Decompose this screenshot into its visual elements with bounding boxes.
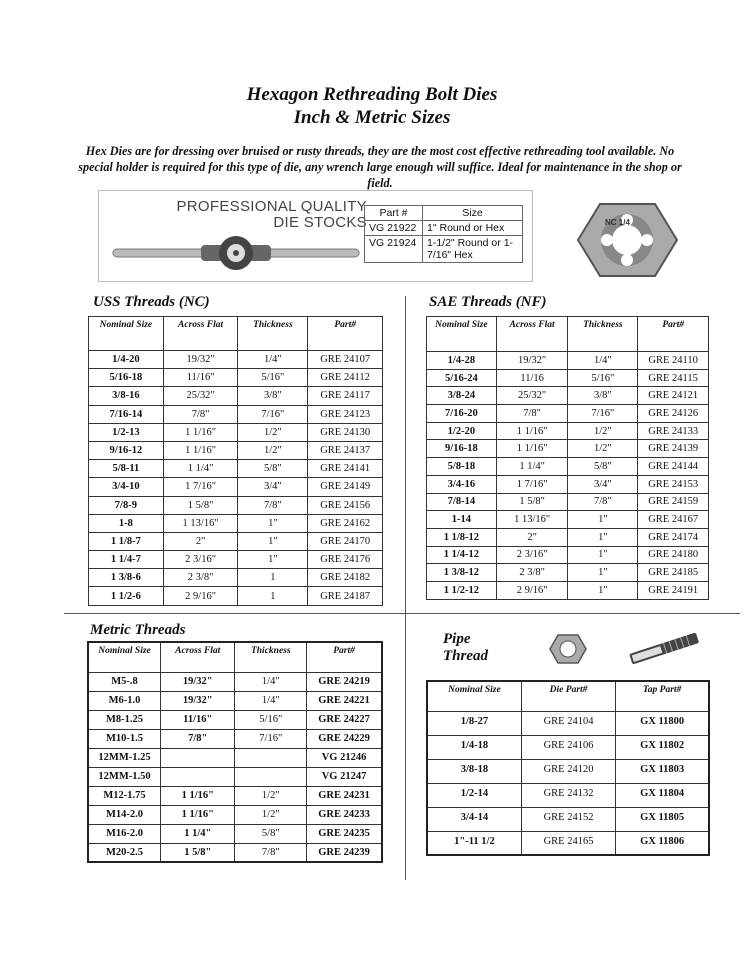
- table-cell: 1/2": [568, 422, 638, 440]
- table-cell: GX 11803: [616, 759, 709, 783]
- die-stock-table: [364, 205, 523, 263]
- table-row: [89, 423, 383, 441]
- nominal-size-cell: 3/8-18: [427, 759, 521, 783]
- table-cell: 1 5/8": [161, 843, 235, 862]
- table-cell: 1 7/16": [163, 478, 238, 496]
- table-cell: 5/16": [235, 710, 307, 729]
- nominal-size-cell: M10-1.5: [88, 729, 161, 748]
- table-cell: GRE 24130: [308, 423, 383, 441]
- header-nominal-size: Nominal Size: [427, 681, 521, 711]
- table-cell: 2": [496, 528, 568, 546]
- table-cell: 1 13/16": [163, 514, 238, 532]
- nominal-size-cell: 7/16-20: [427, 405, 497, 423]
- table-row: [427, 422, 709, 440]
- nominal-size-cell: 1 1/8-7: [89, 532, 164, 550]
- nominal-size-cell: 1 1/4-12: [427, 546, 497, 564]
- table-row: [88, 729, 382, 748]
- table-cell: GRE 24153: [638, 475, 709, 493]
- table-cell: 5/16": [568, 369, 638, 387]
- nominal-size-cell: 1/2-14: [427, 783, 521, 807]
- table-cell: GRE 24110: [638, 352, 709, 370]
- table-cell: 25/32": [496, 387, 568, 405]
- table-row: [427, 581, 709, 599]
- table-cell: GRE 24141: [308, 460, 383, 478]
- table-cell: 1 1/4": [163, 460, 238, 478]
- table-cell: 7/8": [163, 405, 238, 423]
- table-cell: 11/16: [496, 369, 568, 387]
- table-cell: 1": [568, 528, 638, 546]
- table-cell: 1": [238, 551, 308, 569]
- table-row: [427, 831, 709, 855]
- table-cell: GX 11806: [616, 831, 709, 855]
- table-cell: GRE 24149: [308, 478, 383, 496]
- table-cell: GRE 24235: [307, 824, 382, 843]
- table-cell: GRE 24229: [307, 729, 382, 748]
- table-row: [89, 351, 383, 369]
- table-cell: [161, 748, 235, 767]
- promo-header-size: Size: [423, 206, 523, 221]
- table-cell: GRE 24191: [638, 581, 709, 599]
- table-cell: 1 1/16": [496, 422, 568, 440]
- table-cell: 3/4": [568, 475, 638, 493]
- table-row: [89, 532, 383, 550]
- table-cell: 5/8": [568, 458, 638, 476]
- header-part: Part#: [308, 317, 383, 351]
- table-cell: GRE 24137: [308, 441, 383, 459]
- nominal-size-cell: M5-.8: [88, 672, 161, 691]
- nominal-size-cell: 7/8-14: [427, 493, 497, 511]
- table-cell: GRE 24174: [638, 528, 709, 546]
- header-tap-part: Tap Part#: [616, 681, 709, 711]
- table-cell: 19/32": [163, 351, 238, 369]
- table-cell: 1": [568, 564, 638, 582]
- nominal-size-cell: 1-8: [89, 514, 164, 532]
- table-cell: 1": [238, 514, 308, 532]
- nominal-size-cell: 7/16-14: [89, 405, 164, 423]
- sae-section-title: SAE Threads (NF): [429, 294, 547, 310]
- die-stock-wrench-image: [109, 233, 364, 273]
- table-row: [427, 783, 709, 807]
- table-cell: GRE 24107: [308, 351, 383, 369]
- nominal-size-cell: 5/8-18: [427, 458, 497, 476]
- metric-table: [87, 641, 383, 863]
- hex-die-image: [575, 200, 680, 280]
- nominal-size-cell: 1/4-20: [89, 351, 164, 369]
- table-cell: GRE 24144: [638, 458, 709, 476]
- table-cell: 2 3/16": [496, 546, 568, 564]
- table-cell: 1 7/16": [496, 475, 568, 493]
- table-cell: GRE 24170: [308, 532, 383, 550]
- nominal-size-cell: M20-2.5: [88, 843, 161, 862]
- table-row: [88, 691, 382, 710]
- table-row: [88, 805, 382, 824]
- table-cell: GX 11805: [616, 807, 709, 831]
- promo-cell: VG 21924: [365, 236, 423, 263]
- table-row: [427, 511, 709, 529]
- uss-section-title: USS Threads (NC): [93, 294, 210, 310]
- table-cell: 3/4": [238, 478, 308, 496]
- table-cell: 7/8": [235, 843, 307, 862]
- pipe-die-image: [548, 633, 588, 665]
- table-cell: 1/2": [238, 441, 308, 459]
- table-cell: GRE 24233: [307, 805, 382, 824]
- table-cell: VG 21247: [307, 767, 382, 786]
- table-cell: GRE 24239: [307, 843, 382, 862]
- nominal-size-cell: 1-14: [427, 511, 497, 529]
- table-cell: GRE 24121: [638, 387, 709, 405]
- table-row: [427, 759, 709, 783]
- die-marking: NC 1/4: [605, 218, 630, 227]
- table-cell: 1: [238, 587, 308, 605]
- table-row: [89, 405, 383, 423]
- table-row: [427, 807, 709, 831]
- nominal-size-cell: 3/4-10: [89, 478, 164, 496]
- table-cell: 1 1/16": [163, 441, 238, 459]
- table-row: [89, 587, 383, 605]
- table-cell: GRE 24187: [308, 587, 383, 605]
- header-part: Part#: [638, 317, 709, 352]
- table-cell: 1 13/16": [496, 511, 568, 529]
- table-cell: 1 5/8": [163, 496, 238, 514]
- table-cell: GRE 24133: [638, 422, 709, 440]
- table-cell: GRE 24152: [521, 807, 615, 831]
- header-thickness: Thickness: [568, 317, 638, 352]
- table-row: [427, 369, 709, 387]
- table-cell: VG 21246: [307, 748, 382, 767]
- table-row: [427, 458, 709, 476]
- table-cell: [235, 748, 307, 767]
- table-cell: 5/8": [235, 824, 307, 843]
- header-die-part: Die Part#: [521, 681, 615, 711]
- header-across-flat: Across Flat: [161, 642, 235, 672]
- table-cell: 1": [238, 532, 308, 550]
- table-cell: GRE 24159: [638, 493, 709, 511]
- table-cell: 19/32": [161, 691, 235, 710]
- nominal-size-cell: 9/16-12: [89, 441, 164, 459]
- nominal-size-cell: 1"-11 1/2: [427, 831, 521, 855]
- table-cell: 7/8": [496, 405, 568, 423]
- table-row: [427, 405, 709, 423]
- table-cell: GRE 24167: [638, 511, 709, 529]
- table-cell: GRE 24165: [521, 831, 615, 855]
- nominal-size-cell: 9/16-18: [427, 440, 497, 458]
- promo-header-part: Part #: [365, 206, 423, 221]
- table-row: [89, 387, 383, 405]
- table-cell: 1/4": [568, 352, 638, 370]
- table-cell: 1/2": [235, 786, 307, 805]
- header-nominal-size: Nominal Size: [89, 317, 164, 351]
- table-cell: GX 11804: [616, 783, 709, 807]
- table-row: [88, 710, 382, 729]
- table-cell: [235, 767, 307, 786]
- table-cell: 1 1/16": [163, 423, 238, 441]
- table-cell: 5/16": [238, 369, 308, 387]
- table-cell: GRE 24126: [638, 405, 709, 423]
- table-cell: GRE 24176: [308, 551, 383, 569]
- table-row: [427, 564, 709, 582]
- promo-cell: 1" Round or Hex: [423, 221, 523, 236]
- nominal-size-cell: M14-2.0: [88, 805, 161, 824]
- table-cell: 1: [238, 569, 308, 587]
- pipe-table: [426, 680, 710, 856]
- table-row: [88, 824, 382, 843]
- table-row: [427, 387, 709, 405]
- table-cell: 11/16": [161, 710, 235, 729]
- table-row: [427, 440, 709, 458]
- table-cell: 7/16": [238, 405, 308, 423]
- header-part: Part#: [307, 642, 382, 672]
- table-cell: 2 9/16": [163, 587, 238, 605]
- nominal-size-cell: M16-2.0: [88, 824, 161, 843]
- table-cell: 1/4": [235, 672, 307, 691]
- uss-table: [88, 316, 383, 606]
- table-row: [427, 711, 709, 735]
- table-cell: 19/32": [496, 352, 568, 370]
- nominal-size-cell: 1 1/8-12: [427, 528, 497, 546]
- table-cell: 7/8": [161, 729, 235, 748]
- nominal-size-cell: 7/8-9: [89, 496, 164, 514]
- nominal-size-cell: 1/4-18: [427, 735, 521, 759]
- table-cell: 1/2": [238, 423, 308, 441]
- table-cell: GRE 24162: [308, 514, 383, 532]
- table-cell: 1 1/16": [161, 805, 235, 824]
- promo-cell: 1-1/2" Round or 1-7/16" Hex: [423, 236, 523, 263]
- table-cell: GRE 24180: [638, 546, 709, 564]
- table-cell: 5/8": [238, 460, 308, 478]
- table-cell: GRE 24227: [307, 710, 382, 729]
- table-cell: GRE 24104: [521, 711, 615, 735]
- intro-paragraph: Hex Dies are for dressing over bruised or rusty threads, they are the most cost effective rethreading tool available. No special holder is required for this type of die, any wrench large enough will suffice. Ideal for maintenance in the shop or field.: [78, 144, 682, 190]
- table-cell: GX 11802: [616, 735, 709, 759]
- table-cell: 7/8": [238, 496, 308, 514]
- table-row: [88, 748, 382, 767]
- table-cell: GRE 24120: [521, 759, 615, 783]
- page-subtitle: Inch & Metric Sizes: [293, 107, 451, 128]
- nominal-size-cell: 1 1/2-6: [89, 587, 164, 605]
- table-row: [427, 475, 709, 493]
- table-cell: GRE 24231: [307, 786, 382, 805]
- nominal-size-cell: 1 1/4-7: [89, 551, 164, 569]
- table-cell: GRE 24139: [638, 440, 709, 458]
- table-cell: 1 5/8": [496, 493, 568, 511]
- table-cell: 1": [568, 546, 638, 564]
- table-cell: 2 3/8": [496, 564, 568, 582]
- table-row: [89, 441, 383, 459]
- table-cell: 1 1/16": [496, 440, 568, 458]
- table-cell: GRE 24115: [638, 369, 709, 387]
- table-cell: 7/16": [235, 729, 307, 748]
- pipe-title-line-1: Pipe: [443, 631, 471, 647]
- header-nominal-size: Nominal Size: [427, 317, 497, 352]
- nominal-size-cell: 12MM-1.25: [88, 748, 161, 767]
- table-row: [89, 369, 383, 387]
- table-cell: [161, 767, 235, 786]
- table-cell: 1/2": [235, 805, 307, 824]
- table-cell: GRE 24219: [307, 672, 382, 691]
- pipe-tap-image: [625, 632, 703, 664]
- table-row: [89, 496, 383, 514]
- table-cell: 1/4": [238, 351, 308, 369]
- promo-line-2: DIE STOCKS: [273, 214, 367, 231]
- table-cell: 3/8": [238, 387, 308, 405]
- header-thickness: Thickness: [238, 317, 308, 351]
- nominal-size-cell: 5/16-24: [427, 369, 497, 387]
- table-row: [427, 352, 709, 370]
- sae-table: [426, 316, 709, 600]
- table-cell: 11/16": [163, 369, 238, 387]
- table-row: [89, 460, 383, 478]
- nominal-size-cell: M6-1.0: [88, 691, 161, 710]
- nominal-size-cell: 5/16-18: [89, 369, 164, 387]
- table-cell: 1": [568, 581, 638, 599]
- nominal-size-cell: 3/8-16: [89, 387, 164, 405]
- table-row: [427, 546, 709, 564]
- table-row: [427, 493, 709, 511]
- table-cell: GRE 24123: [308, 405, 383, 423]
- nominal-size-cell: M12-1.75: [88, 786, 161, 805]
- table-cell: 1": [568, 511, 638, 529]
- table-cell: 2 3/8": [163, 569, 238, 587]
- table-row: [88, 786, 382, 805]
- pipe-title-line-2: Thread: [443, 648, 488, 664]
- table-cell: GRE 24106: [521, 735, 615, 759]
- nominal-size-cell: 1/4-28: [427, 352, 497, 370]
- pipe-section-title: [443, 631, 488, 665]
- table-cell: 7/8": [568, 493, 638, 511]
- nominal-size-cell: 12MM-1.50: [88, 767, 161, 786]
- table-cell: 2 9/16": [496, 581, 568, 599]
- table-cell: GRE 24182: [308, 569, 383, 587]
- nominal-size-cell: 1/2-20: [427, 422, 497, 440]
- table-cell: 7/16": [568, 405, 638, 423]
- table-cell: GRE 24185: [638, 564, 709, 582]
- header-across-flat: Across Flat: [496, 317, 568, 352]
- metric-section-title: Metric Threads: [90, 622, 186, 638]
- table-row: [89, 551, 383, 569]
- table-cell: 1 1/16": [161, 786, 235, 805]
- nominal-size-cell: 1 1/2-12: [427, 581, 497, 599]
- nominal-size-cell: 1 3/8-12: [427, 564, 497, 582]
- nominal-size-cell: 1/2-13: [89, 423, 164, 441]
- table-cell: GRE 24221: [307, 691, 382, 710]
- nominal-size-cell: 1 3/8-6: [89, 569, 164, 587]
- table-cell: GRE 24156: [308, 496, 383, 514]
- nominal-size-cell: M8-1.25: [88, 710, 161, 729]
- table-cell: GRE 24112: [308, 369, 383, 387]
- table-cell: GRE 24132: [521, 783, 615, 807]
- header-nominal-size: Nominal Size: [88, 642, 161, 672]
- header-thickness: Thickness: [235, 642, 307, 672]
- table-row: [427, 735, 709, 759]
- table-cell: 3/8": [568, 387, 638, 405]
- table-cell: 2 3/16": [163, 551, 238, 569]
- promo-cell: VG 21922: [365, 221, 423, 236]
- table-row: [88, 843, 382, 862]
- table-cell: 2": [163, 532, 238, 550]
- nominal-size-cell: 3/4-16: [427, 475, 497, 493]
- table-cell: 19/32": [161, 672, 235, 691]
- die-stock-promo: [98, 190, 533, 282]
- table-cell: 1 1/4": [496, 458, 568, 476]
- table-row: [88, 767, 382, 786]
- table-row: [427, 528, 709, 546]
- table-row: [89, 514, 383, 532]
- table-row: [88, 672, 382, 691]
- table-cell: 1/4": [235, 691, 307, 710]
- header-across-flat: Across Flat: [163, 317, 238, 351]
- table-cell: 1/2": [568, 440, 638, 458]
- promo-heading: [137, 199, 367, 231]
- table-cell: GRE 24117: [308, 387, 383, 405]
- table-cell: GX 11800: [616, 711, 709, 735]
- nominal-size-cell: 5/8-11: [89, 460, 164, 478]
- table-row: [89, 478, 383, 496]
- nominal-size-cell: 3/8-24: [427, 387, 497, 405]
- table-cell: 25/32": [163, 387, 238, 405]
- page-title: Hexagon Rethreading Bolt Dies: [246, 84, 498, 105]
- table-cell: 1 1/4": [161, 824, 235, 843]
- table-row: [89, 569, 383, 587]
- promo-line-1: PROFESSIONAL QUALITY: [176, 198, 367, 215]
- nominal-size-cell: 3/4-14: [427, 807, 521, 831]
- nominal-size-cell: 1/8-27: [427, 711, 521, 735]
